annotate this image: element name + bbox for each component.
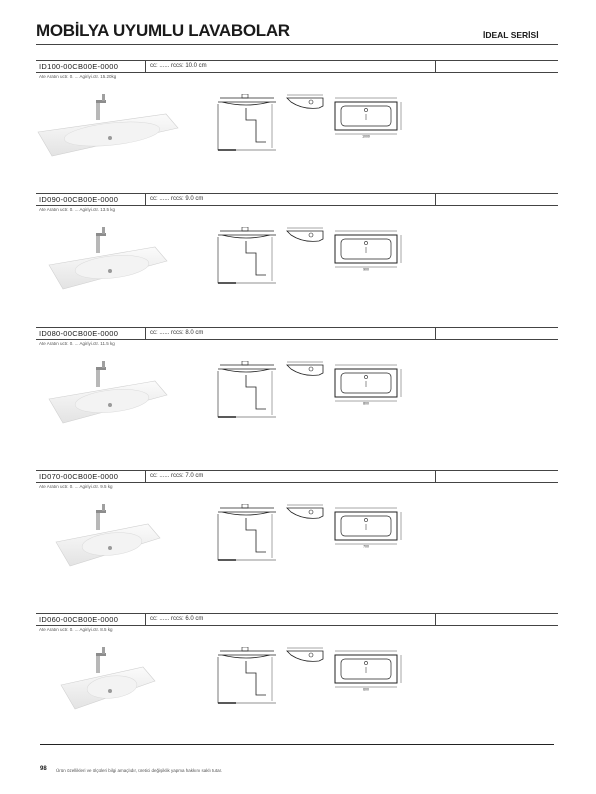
product-code: ID060-00CB00E-0000	[39, 615, 119, 624]
top-view-drawing	[333, 229, 407, 271]
section-bottom-rule	[36, 72, 558, 73]
section-bottom-rule	[36, 625, 558, 626]
product-weight-note: Ate Aratın uctr. 0. ... Agiriyi.ctr. 11.5 kg	[39, 341, 115, 346]
section-bottom-rule	[36, 339, 558, 340]
top-view-size: 700	[363, 544, 369, 548]
side-view-drawing	[285, 361, 325, 383]
front-view-drawing	[216, 504, 278, 562]
product-capacity: cc: ...... rccs: 8.0 cm	[150, 330, 204, 336]
product-capacity: cc: ...... rccs: 10.0 cm	[150, 63, 207, 69]
column-divider	[435, 60, 436, 72]
column-divider	[435, 327, 436, 339]
section-top-rule	[36, 470, 558, 471]
basin-photo	[23, 494, 193, 584]
basin-photo	[23, 637, 193, 727]
column-divider	[435, 193, 436, 205]
front-view-drawing	[216, 647, 278, 705]
code-divider	[145, 60, 146, 72]
top-view-size: 600	[363, 687, 369, 691]
basin-photo	[23, 217, 193, 307]
product-code: ID070-00CB00E-0000	[39, 472, 119, 481]
basin-photo	[23, 351, 193, 441]
product-weight-note: Ate Aratın uctr. 0. ... Agiriyi.ctr. 8.5 kg	[39, 627, 113, 632]
code-divider	[145, 470, 146, 482]
product-code: ID100-00CB00E-0000	[39, 62, 119, 71]
basin-photo	[23, 84, 193, 174]
product-weight-note: Ate Aratın uctr. 0. ... Agiriyi.ctr. 9.5 kg	[39, 484, 113, 489]
side-view-drawing	[285, 647, 325, 669]
code-divider	[145, 193, 146, 205]
top-view-size: 1000	[362, 134, 370, 138]
section-top-rule	[36, 613, 558, 614]
series-label: İDEAL SERİSİ	[483, 30, 539, 40]
product-capacity: cc: ...... rccs: 9.0 cm	[150, 196, 204, 202]
top-view-size: 800	[363, 401, 369, 405]
page-title: MOBİLYA UYUMLU LAVABOLAR	[36, 21, 290, 40]
product-weight-note: Ate Aratın uctr. 0. ... Agiriyi.ctr. 15.20kg	[39, 74, 117, 79]
side-view-drawing	[285, 504, 325, 526]
product-code: ID080-00CB00E-0000	[39, 329, 119, 338]
product-weight-note: Ate Aratın uctr. 0. ... Agiriyi.ctr. 13.5 kg	[39, 207, 116, 212]
column-divider	[435, 613, 436, 625]
product-code: ID090-00CB00E-0000	[39, 195, 119, 204]
front-view-drawing	[216, 227, 278, 285]
top-view-drawing	[333, 96, 407, 138]
top-view-drawing	[333, 363, 407, 405]
section-bottom-rule	[36, 205, 558, 206]
top-view-size: 900	[363, 267, 369, 271]
column-divider	[435, 470, 436, 482]
page-number: 98	[40, 766, 47, 772]
front-view-drawing	[216, 94, 278, 152]
side-view-drawing	[285, 94, 325, 116]
top-view-drawing	[333, 649, 407, 691]
footer-note: Ürün özellikleri ve ölçüleri bilgi amaçlıdır, üretici değişiklik yapma hakkını saklı tutar.	[56, 768, 223, 773]
footer-rule	[40, 744, 554, 745]
section-top-rule	[36, 327, 558, 328]
header-rule	[36, 44, 558, 45]
product-capacity: cc: ...... rccs: 6.0 cm	[150, 616, 204, 622]
code-divider	[145, 327, 146, 339]
top-view-drawing	[333, 506, 407, 548]
section-bottom-rule	[36, 482, 558, 483]
section-top-rule	[36, 193, 558, 194]
product-capacity: cc: ...... rccs: 7.0 cm	[150, 473, 204, 479]
section-top-rule	[36, 60, 558, 61]
code-divider	[145, 613, 146, 625]
side-view-drawing	[285, 227, 325, 249]
front-view-drawing	[216, 361, 278, 419]
